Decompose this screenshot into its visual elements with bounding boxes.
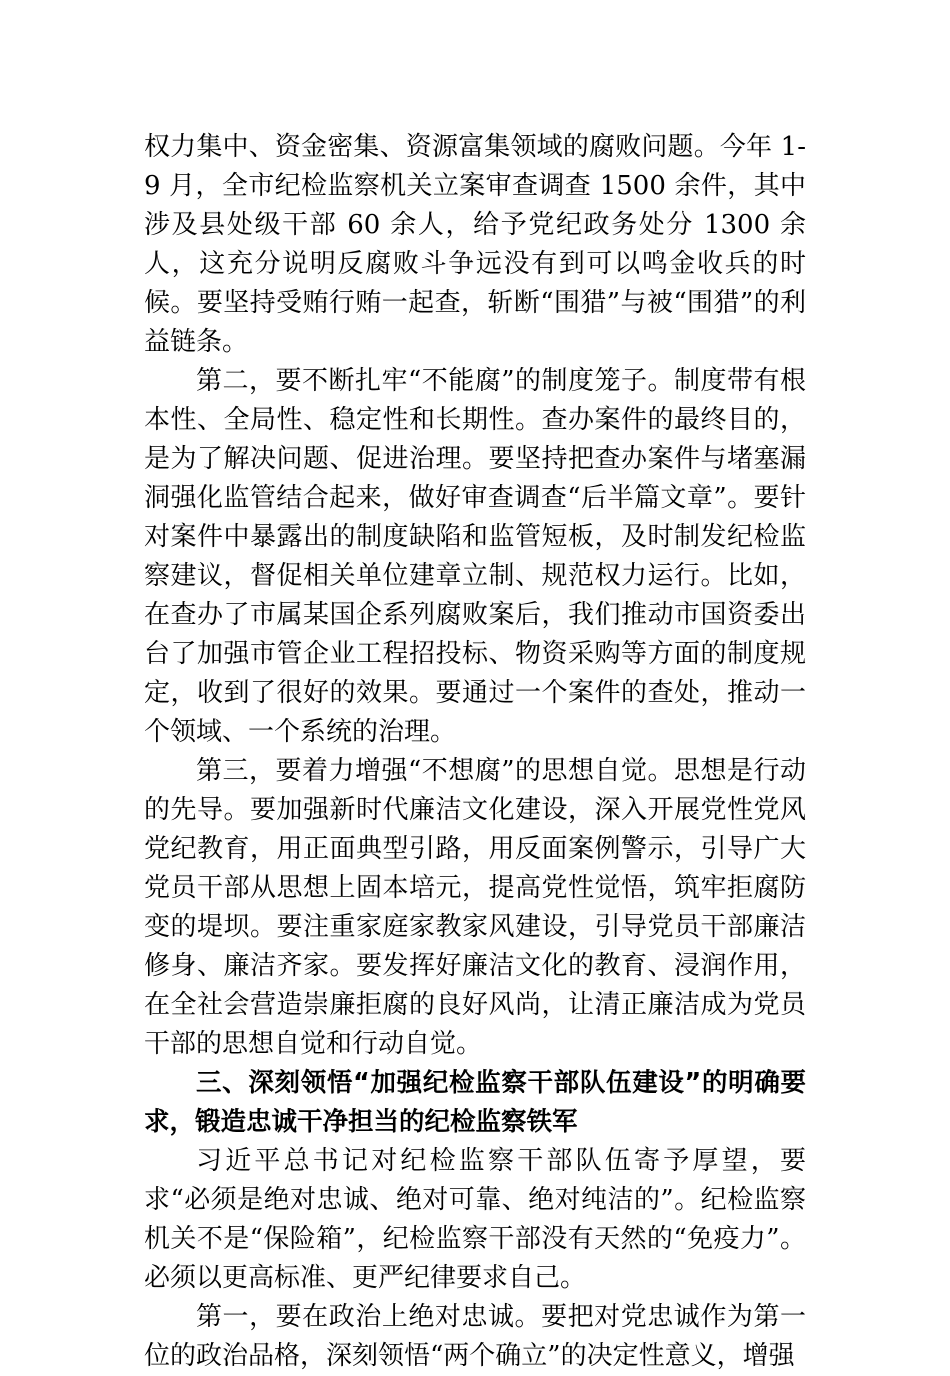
body-paragraph-third-point: 第三，要着力增强“不想腐”的思想自觉。思想是行动的先导。要加强新时代廉洁文化建设，深入开展党性党风党纪教育，用正面典型引路，用反面案例警示，引导广大党员干部从思想上固本培元，提高党性觉悟，筑牢拒腐防变的堤坝。要注重家庭家教家风建设，引导党员干部廉洁修身、廉洁齐家。要发挥好廉洁文化的教育、浸润作用，在全社会营造崇廉拒腐的良好风尚，让清正廉洁成为党员干部的思想自觉和行动自觉。 <box>144 756 806 1059</box>
body-paragraph-continuation: 权力集中、资金密集、资源富集领域的腐败问题。今年 1-9 月，全市纪检监察机关立案审查调查 1500 余件，其中涉及县处级干部 60 余人，给予党纪政务处分 1300 余人，这充分说明反腐败斗争远没有到可以鸣金收兵的时候。要坚持受贿行贿一起查，斩断“围猎”与被“围猎”的利益链条。 <box>144 132 806 357</box>
body-paragraph-first-point: 第一，要在政治上绝对忠诚。要把对党忠诚作为第一位的政治品格，深刻领悟“两个确立”的决定性意义，增强 <box>144 1302 806 1371</box>
document-page <box>144 128 806 1376</box>
body-paragraph-second-point: 第二，要不断扎牢“不能腐”的制度笼子。制度带有根本性、全局性、稳定性和长期性。查办案件的最终目的，是为了解决问题、促进治理。要坚持把查办案件与堵塞漏洞强化监管结合起来，做好审查调查“后半篇文章”。要针对案件中暴露出的制度缺陷和监管短板，及时制发纪检监察建议，督促相关单位建章立制、规范权力运行。比如，在查办了市属某国企系列腐败案后，我们推动市国资委出台了加强市管企业工程招投标、物资采购等方面的制度规定，收到了很好的效果。要通过一个案件的查处，推动一个领域、一个系统的治理。 <box>144 366 806 747</box>
section-heading-three: 三、深刻领悟“加强纪检监察干部队伍建设”的明确要求，锻造忠诚干净担当的纪检监察铁军 <box>144 1068 806 1137</box>
body-paragraph-section-intro: 习近平总书记对纪检监察干部队伍寄予厚望，要求“必须是绝对忠诚、绝对可靠、绝对纯洁的”。纪检监察机关不是“保险箱”，纪检监察干部没有天然的“免疫力”。必须以更高标准、更严纪律要求自己。 <box>144 1146 806 1293</box>
